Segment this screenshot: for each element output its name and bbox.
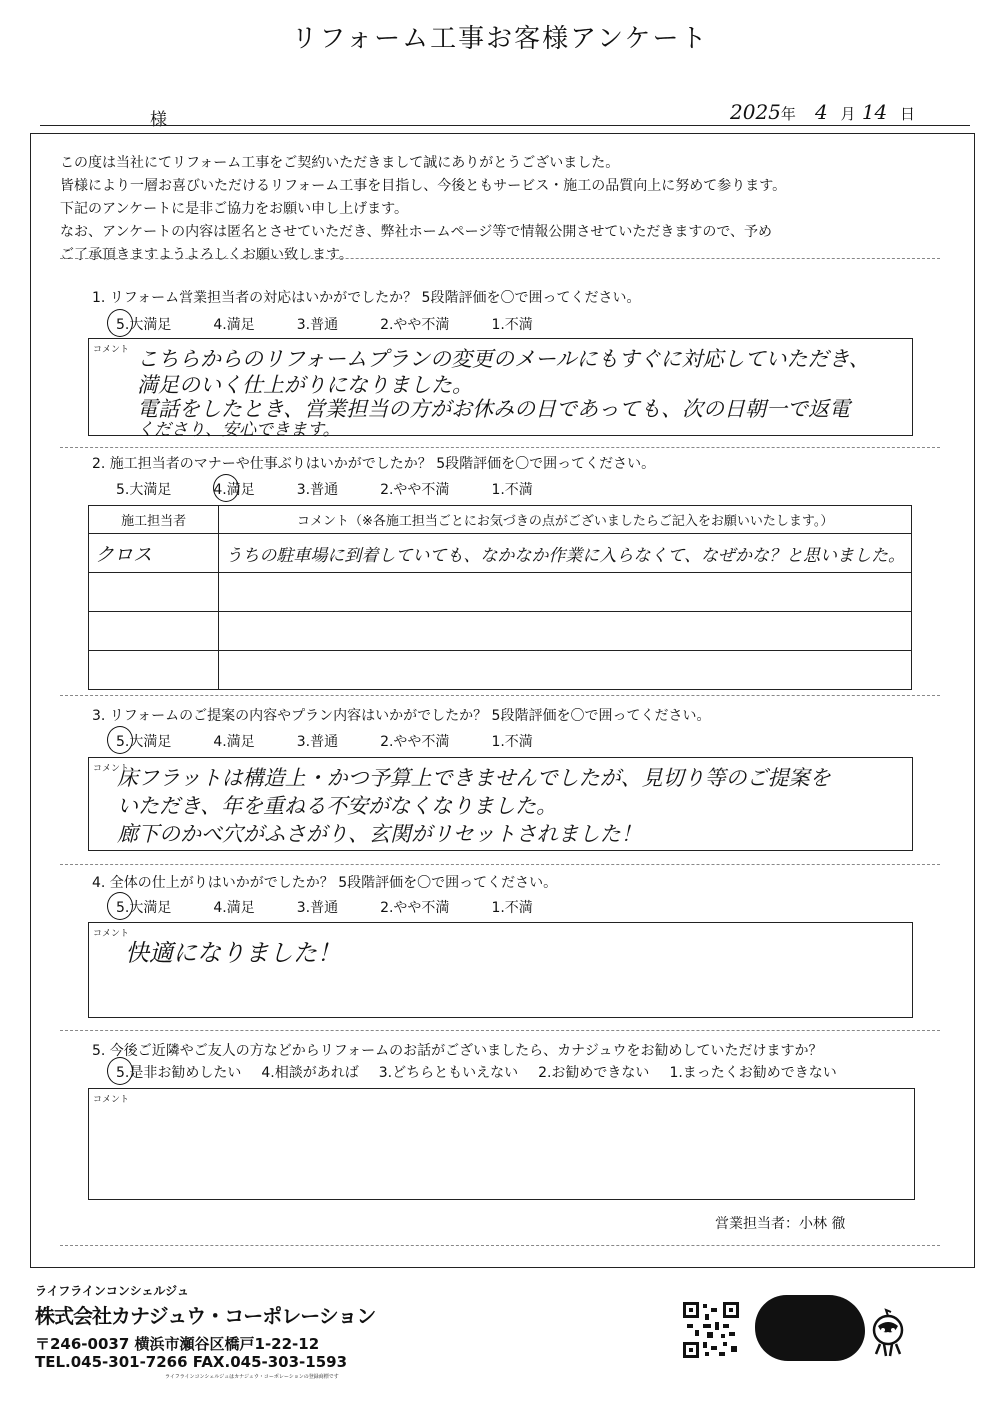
staff-name[interactable] <box>89 573 219 612</box>
intro-line: 下記のアンケートに是非ご協力をお願い申し上げます。 <box>60 201 409 217</box>
company-fax: FAX.045-303-1593 <box>192 1353 348 1371</box>
q3-comment-line: 床フラットは構造上・かつ予算上できませんでしたが、見切り等のご提案を <box>117 766 831 790</box>
q4-option[interactable]: 5.大満足 <box>116 900 172 916</box>
survey-date <box>730 100 915 124</box>
q4-question: 4. 全体の仕上がりはいかがでしたか？ 5段階評価を〇で囲ってください。 <box>92 875 558 891</box>
q5-selected-circle <box>107 1057 133 1085</box>
comment-header: コメント（※各施工担当ごとにお気づきの点がございましたらご記入をお願いいたします。） <box>219 506 912 534</box>
q4-selected-circle <box>107 892 133 920</box>
q3-option[interactable]: 5.大満足 <box>116 734 172 750</box>
q5-option[interactable]: 1.まったくお勧めできない <box>669 1065 837 1081</box>
divider <box>60 258 940 259</box>
q4-option[interactable]: 4.満足 <box>213 900 255 916</box>
q1-comment-box[interactable] <box>88 338 913 440</box>
company-address: 〒246-0037 横浜市瀬谷区橋戸1-22-12 <box>35 1335 320 1353</box>
staff-comment[interactable]: うちの駐車場に到着していても、なかなか作業に入らなくて、なぜかな？と思いました。 <box>219 534 912 573</box>
q3-option[interactable]: 2.やや不満 <box>380 734 450 750</box>
date-month: 4 <box>815 100 828 124</box>
staff-header: 施工担当者 <box>89 506 219 534</box>
header-underline <box>40 125 970 126</box>
q3-option[interactable]: 3.普通 <box>296 734 339 750</box>
q1-comment-line: 満足のいく仕上がりになりました。 <box>137 373 473 397</box>
q2-option[interactable]: 1.不満 <box>491 482 533 498</box>
q5-question: 5. 今後ご近隣やご友人の方などからリフォームのお話がございましたら、カナジュウをお勧めしていただけますか？ <box>92 1043 823 1059</box>
q4-comment-box[interactable] <box>88 922 913 1018</box>
q1-option[interactable]: 5.大満足 <box>116 317 172 333</box>
q1-options <box>116 314 533 334</box>
q1-comment-line: くださり、安心できます。 <box>137 420 340 440</box>
company-name: 株式会社カナジュウ・コーポレーション <box>35 1304 376 1328</box>
comment-label: コメント <box>93 929 130 939</box>
q2-selected-circle <box>213 474 239 502</box>
q5-option[interactable]: 3.どちらともいえない <box>378 1065 519 1081</box>
q1-question: 1. リフォーム営業担当者の対応はいかがでしたか？ 5段階評価を〇で囲ってください。 <box>92 290 641 306</box>
q3-selected-circle <box>107 726 133 754</box>
q5-option[interactable]: 4.相談があれば <box>261 1065 359 1081</box>
speech-bubble-icon <box>755 1295 865 1361</box>
q3-option[interactable]: 1.不満 <box>491 734 533 750</box>
q3-comment-line: 廊下のかべ穴がふさがり、玄関がリセットされました！ <box>117 822 642 846</box>
q1-option[interactable]: 3.普通 <box>296 317 339 333</box>
table-row <box>89 612 912 651</box>
comment-label: コメント <box>93 1095 130 1105</box>
survey-title: リフォーム工事お客様アンケート <box>291 24 709 54</box>
divider <box>60 447 940 448</box>
q1-option[interactable]: 1.不満 <box>491 317 533 333</box>
q5-options <box>116 1062 837 1082</box>
q2-option[interactable]: 4.満足 <box>213 482 255 498</box>
q1-option[interactable]: 2.やや不満 <box>380 317 450 333</box>
intro-line: この度は当社にてリフォーム工事をご契約いただきまして誠にありがとうございました。 <box>60 155 620 171</box>
day-label: 日 <box>900 105 916 123</box>
q1-option[interactable]: 4.満足 <box>213 317 255 333</box>
date-year: 2025 <box>730 100 781 124</box>
intro-line: なお、アンケートの内容は匿名とさせていただき、弊社ホームページ等で情報公開させていただきますので、予め <box>60 224 773 240</box>
q3-option[interactable]: 4.満足 <box>213 734 255 750</box>
customer-honorific: 様 <box>150 110 167 130</box>
q3-question: 3. リフォームのご提案の内容やプラン内容はいかがでしたか？ 5段階評価を〇で囲ってください。 <box>92 708 711 724</box>
date-day: 14 <box>861 100 888 124</box>
q4-option[interactable]: 3.普通 <box>296 900 339 916</box>
q3-comment-box[interactable] <box>88 757 913 851</box>
divider <box>60 864 940 865</box>
divider <box>60 695 940 696</box>
q4-option[interactable]: 1.不満 <box>491 900 533 916</box>
intro-line: ご了承頂きますようよろしくお願い致します。 <box>60 247 353 263</box>
comment-label: コメント <box>93 764 130 774</box>
intro-text <box>60 152 786 267</box>
q2-option[interactable]: 3.普通 <box>296 482 339 498</box>
q3-comment-line: いただき、年を重ねる不安がなくなりました。 <box>117 794 558 818</box>
company-phone <box>35 1353 347 1371</box>
q2-option[interactable]: 2.やや不満 <box>380 482 450 498</box>
q1-comment-line: こちらからのリフォームプランの変更のメールにもすぐに対応していただき、 <box>137 347 870 371</box>
q5-comment-box[interactable] <box>88 1088 915 1200</box>
staff-comment[interactable] <box>219 573 912 612</box>
q3-options <box>116 731 533 751</box>
q5-option[interactable]: 5.是非お勧めしたい <box>116 1065 242 1081</box>
qr-code-icon[interactable] <box>683 1302 739 1358</box>
sales-rep: 営業担当者：小林 徹 <box>715 1216 846 1232</box>
table-row <box>89 573 912 612</box>
q4-options <box>116 897 533 917</box>
q1-comment-line: 電話をしたとき、営業担当の方がお休みの日であっても、次の日朝一で返電 <box>137 397 850 421</box>
company-tagline: ライフラインコンシェルジュ <box>35 1284 189 1298</box>
comment-label: コメント <box>93 345 130 355</box>
table-row <box>89 534 912 573</box>
staff-name[interactable] <box>89 651 219 690</box>
staff-comment[interactable] <box>219 612 912 651</box>
divider <box>60 1030 940 1031</box>
year-label: 年 <box>780 105 796 123</box>
q4-option[interactable]: 2.やや不満 <box>380 900 450 916</box>
q4-comment-line: 快適になりました！ <box>125 939 341 967</box>
staff-name[interactable] <box>89 612 219 651</box>
table-row <box>89 651 912 690</box>
staff-comment[interactable] <box>219 651 912 690</box>
divider <box>60 1245 940 1246</box>
trademark-note: ライフラインコンシェルジュはカナジュウ・コーポレーションの登録商標です <box>165 1374 339 1380</box>
staff-table <box>88 505 912 690</box>
month-label: 月 <box>840 105 856 123</box>
intro-line: 皆様により一層お喜びいただけるリフォーム工事を目指し、今後ともサービス・施工の品質向上に努めて参ります。 <box>60 178 787 194</box>
q5-option[interactable]: 2.お勧めできない <box>538 1065 650 1081</box>
company-tel: TEL.045-301-7266 <box>35 1353 188 1371</box>
q1-selected-circle <box>107 309 133 337</box>
q2-options <box>116 479 533 499</box>
mascot-icon <box>868 1308 908 1358</box>
staff-name[interactable]: クロス <box>89 534 219 573</box>
q2-option[interactable]: 5.大満足 <box>116 482 172 498</box>
q2-question: 2. 施工担当者のマナーや仕事ぶりはいかがでしたか？ 5段階評価を〇で囲ってください。 <box>92 456 656 472</box>
